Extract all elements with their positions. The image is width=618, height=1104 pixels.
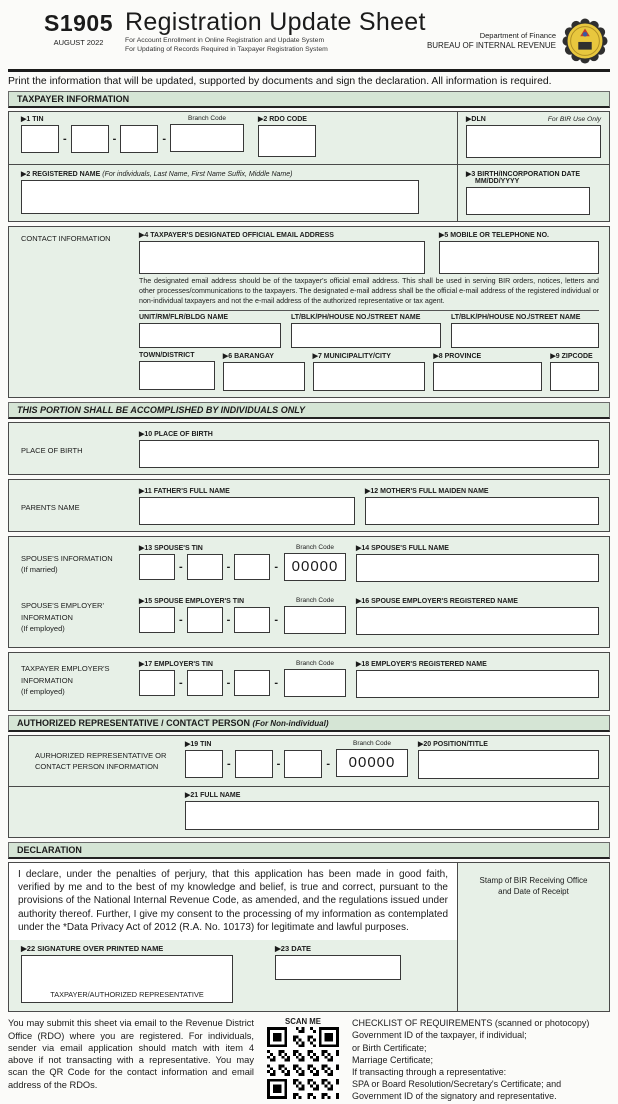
rep-branch-label: Branch Code [353, 739, 391, 747]
birth-date-label: ▶3 BIRTH/INCORPORATION DATE [466, 171, 581, 178]
barangay-label: ▶6 BARANGAY [222, 352, 274, 360]
email-box[interactable] [139, 241, 425, 274]
rep-full-name-box[interactable] [185, 801, 599, 830]
pob-box[interactable] [139, 440, 599, 468]
form-number-block [44, 10, 113, 47]
checklist-item: If transacting through a representative: [352, 1066, 507, 1077]
rep-tin-label: ▶19 TIN [185, 740, 212, 748]
stamp-cell: Stamp of BIR Receiving Office and Date of Receipt [457, 863, 609, 1011]
town-label: TOWN/DISTRICT [139, 351, 195, 359]
form-date: AUGUST 2022 [53, 38, 104, 47]
employer-tin-box-2[interactable] [187, 670, 223, 696]
spouse-employer-tin-box-2[interactable] [187, 607, 223, 633]
tin-label: ▶1 TIN [21, 116, 44, 123]
form-subtitle-2: For Updating of Records Required in Taxpayer Registration System [125, 45, 328, 53]
checklist-item: or Birth Certificate; [352, 1042, 427, 1053]
signature-caption: TAXPAYER/AUTHORIZED REPRESENTATIVE [50, 990, 204, 1000]
spouse-caption: SPOUSE'S INFORMATION (If married) [21, 554, 113, 575]
street2-label: LT/BLK/PH/HOUSE NO./STREET NAME [451, 313, 581, 321]
spouse-tin-box-3[interactable] [234, 554, 270, 580]
qr-code-icon [267, 1027, 339, 1099]
date-label: ▶23 DATE [275, 944, 312, 954]
tin-box-2[interactable] [71, 125, 109, 153]
rdo-code-label: ▶2 RDO CODE [258, 116, 307, 123]
parents-caption: PARENTS NAME [21, 502, 80, 512]
group-declaration [8, 862, 610, 1012]
form-subtitle-1: For Account Enrollment in Online Registration and Update System [125, 37, 325, 44]
submission-note: You may submit this sheet via email to the Revenue District Office (RDO) where you are registered. For individuals, sender via email application should match with item 4 above if not transacting with a representative. You may scan the QR Code for the contact information and email address of the RDOs. [8, 1018, 254, 1090]
unit-bldg-box[interactable] [139, 323, 281, 348]
contact-information-caption: CONTACT INFORMATION [21, 234, 111, 243]
rep-full-name-label: ▶21 FULL NAME [185, 791, 241, 799]
tin-box-1[interactable] [21, 125, 59, 153]
taxpayer-employer-caption: TAXPAYER EMPLOYER'S INFORMATION (If employed) [21, 664, 110, 696]
province-box[interactable] [433, 362, 542, 391]
form-number: S1905 [44, 10, 114, 36]
registered-name-label: ▶2 REGISTERED NAME (For individuals, Last Name, First Name Suffix, Middle Name) [21, 171, 293, 178]
signature-box[interactable] [21, 955, 233, 1003]
declaration-text: I declare, under the penalties of perjury, that this application has been made in good faith, verified by me and to the best of my knowledge and belief, is true and correct, pursuant to the provisions of the National Internal Revenue Code, as amended, and the regulations issued under authority thereof. Further, I give my consent to the processing of my information as contemplated under the *Data Privacy Act of 2012 (R.A. No. 10173) for legitimate and lawful purposes. [9, 863, 457, 940]
barangay-box[interactable] [223, 362, 305, 391]
representative-caption: AURHORIZED REPRESENTATIVE OR CONTACT PERSON INFORMATION [35, 750, 167, 771]
birth-date-format: MM/DD/YYYY [475, 178, 520, 185]
bir-seal-icon [562, 18, 608, 64]
zipcode-box[interactable] [550, 362, 599, 391]
branch-code-box[interactable] [170, 124, 244, 152]
section-authorized-representative: AUTHORIZED REPRESENTATIVE / CONTACT PERSON (For Non-individual) [8, 715, 610, 732]
spouse-employer-name-box[interactable] [356, 607, 599, 635]
spouse-branch-label: Branch Code [296, 543, 334, 551]
spouse-employer-name-label: ▶16 SPOUSE EMPLOYER'S REGISTERED NAME [356, 597, 518, 605]
group-contact [8, 226, 610, 398]
spouse-name-label: ▶14 SPOUSE'S FULL NAME [356, 544, 449, 552]
section-taxpayer-information: TAXPAYER INFORMATION [8, 91, 610, 108]
street2-box[interactable] [451, 323, 599, 348]
mother-box[interactable] [365, 497, 599, 525]
section-declaration: DECLARATION [8, 842, 610, 859]
email-label: ▶4 TAXPAYER'S DESIGNATED OFFICIAL EMAIL ADDRESS [139, 232, 334, 239]
spouse-employer-tin-box-3[interactable] [234, 607, 270, 633]
place-of-birth-caption: PLACE OF BIRTH [21, 445, 83, 455]
mother-label: ▶12 MOTHER'S FULL MAIDEN NAME [365, 487, 489, 495]
spouse-tin-box-2[interactable] [187, 554, 223, 580]
spouse-name-box[interactable] [356, 554, 599, 582]
province-label: ▶8 PROVINCE [433, 352, 482, 360]
spouse-tin-label: ▶13 SPOUSE'S TIN [139, 544, 203, 552]
group-spouse: SPOUSE'S INFORMATION (If married) ▶13 SPOUSE'S TIN - - - Branch Code 00000 ▶14 SPOUSE'S FULL NAME SPOUSE'S EMPLOYER' INFORMATION (If employed) ▶15 SPOUSE EMPLOYER'S TIN - - - Branch Code ▶16 SPOUSE EMPLOYER'S REGISTERED NAME [8, 536, 610, 648]
employer-tin-box-3[interactable] [234, 670, 270, 696]
registered-name-box[interactable] [21, 180, 419, 214]
employer-tin-box-1[interactable] [139, 670, 175, 696]
father-box[interactable] [139, 497, 355, 525]
mobile-label: ▶5 MOBILE OR TELEPHONE NO. [439, 232, 550, 239]
employer-branch-label: Branch Code [296, 659, 334, 667]
mobile-box[interactable] [439, 241, 599, 274]
bir-use-only-note: For BIR Use Only [547, 116, 601, 123]
checklist-item: Government ID of the taxpayer, if individual; [352, 1030, 527, 1041]
employer-name-box[interactable] [356, 670, 599, 698]
zipcode-label: ▶9 ZIPCODE [550, 352, 593, 360]
dln-box[interactable] [466, 125, 601, 158]
checklist-title: CHECKLIST OF REQUIREMENTS (scanned or photocopy) [352, 1018, 590, 1029]
rep-branch-box[interactable]: 00000 [336, 749, 408, 777]
spouse-employer-branch-label: Branch Code [296, 596, 334, 604]
form-header [8, 4, 610, 72]
unit-bldg-label: UNIT/RM/FLR/BLDG NAME [139, 313, 229, 321]
employer-tin-label: ▶17 EMPLOYER'S TIN [139, 660, 213, 668]
rep-tin-box-3[interactable] [284, 750, 322, 778]
father-label: ▶11 FATHER'S FULL NAME [139, 487, 230, 495]
birth-date-box[interactable] [466, 187, 590, 215]
pob-label: ▶10 PLACE OF BIRTH [139, 430, 213, 438]
group-representative: AURHORIZED REPRESENTATIVE OR CONTACT PERSON INFORMATION ▶19 TIN - - - Branch Code 00000 ▶20 POSITION/TITLE ▶21 FULL NAME [8, 735, 610, 838]
branch-code-label: Branch Code [188, 115, 226, 122]
group-tin-name: ▶1 TIN - - - Branch Code ▶2 RDO CODE ▶DLN For BIR Use Only ▶2 REGISTERED NAME (For individuals, Last Name, First Name Suffix, Middle Name) ▶3 BIRTH/INCORPORATION DATE MM/DD/YYYY [8, 111, 610, 222]
spouse-tin-box-1[interactable] [139, 554, 175, 580]
spouse-branch-box[interactable]: 00000 [284, 553, 346, 581]
tin-box-3[interactable] [120, 125, 158, 153]
street1-box[interactable] [291, 323, 441, 348]
form-title: Registration Update Sheet [125, 8, 426, 36]
email-note: The designated email address should be of the taxpayer's official email address. This shall be used in serving BIR orders, notices, letters and other processes/communications to the taxpayers. The designated e-mail address shall be the official e-mail address of the registered individual or non-individual taxpayers and not the e-mail address of the authorized representative or tax agent. [139, 274, 599, 311]
group-taxpayer-employer: TAXPAYER EMPLOYER'S INFORMATION (If employed) ▶17 EMPLOYER'S TIN - - - Branch Code ▶18 EMPLOYER'S REGISTERED NAME [8, 652, 610, 711]
rep-tin-box-1[interactable] [185, 750, 223, 778]
municipality-label: ▶7 MUNICIPALITY/CITY [312, 352, 391, 360]
town-box[interactable] [139, 361, 215, 390]
spouse-employer-caption: SPOUSE'S EMPLOYER' INFORMATION (If employed) [21, 601, 104, 633]
street1-label: LT/BLK/PH/HOUSE NO./STREET NAME [291, 313, 421, 321]
bureau-label: BUREAU OF INTERNAL REVENUE [426, 40, 556, 50]
rep-tin-box-2[interactable] [235, 750, 273, 778]
date-box[interactable] [275, 955, 401, 980]
footer [8, 1017, 610, 1104]
position-title-box[interactable] [418, 750, 599, 779]
position-title-label: ▶20 POSITION/TITLE [418, 740, 488, 748]
checklist-item: SPA or Board Resolution/Secretary's Certificate; and [352, 1078, 562, 1089]
group-parents [8, 479, 610, 532]
checklist-item: Marriage Certificate; [352, 1054, 434, 1065]
department-label: Department of Finance [479, 30, 556, 40]
spouse-employer-tin-label: ▶15 SPOUSE EMPLOYER'S TIN [139, 597, 245, 605]
form-instruction: Print the information that will be updated, supported by documents and sign the declaration. All information is required. [8, 76, 552, 87]
checklist-item: Government ID of the signatory and representative. [352, 1091, 557, 1102]
scan-me-label: SCAN ME [285, 1017, 321, 1027]
dln-label: ▶DLN [466, 116, 486, 123]
rdo-code-box[interactable] [258, 125, 316, 157]
group-place-of-birth [8, 422, 610, 475]
form-title-block [125, 10, 427, 55]
spouse-employer-tin-box-1[interactable] [139, 607, 175, 633]
municipality-box[interactable] [313, 362, 426, 391]
section-individuals-only: THIS PORTION SHALL BE ACCOMPLISHED BY INDIVIDUALS ONLY [8, 402, 610, 419]
employer-branch-box[interactable] [284, 669, 346, 697]
employer-name-label: ▶18 EMPLOYER'S REGISTERED NAME [356, 660, 487, 668]
spouse-employer-branch-box[interactable] [284, 606, 346, 634]
signature-label: ▶22 SIGNATURE OVER PRINTED NAME [21, 944, 164, 954]
